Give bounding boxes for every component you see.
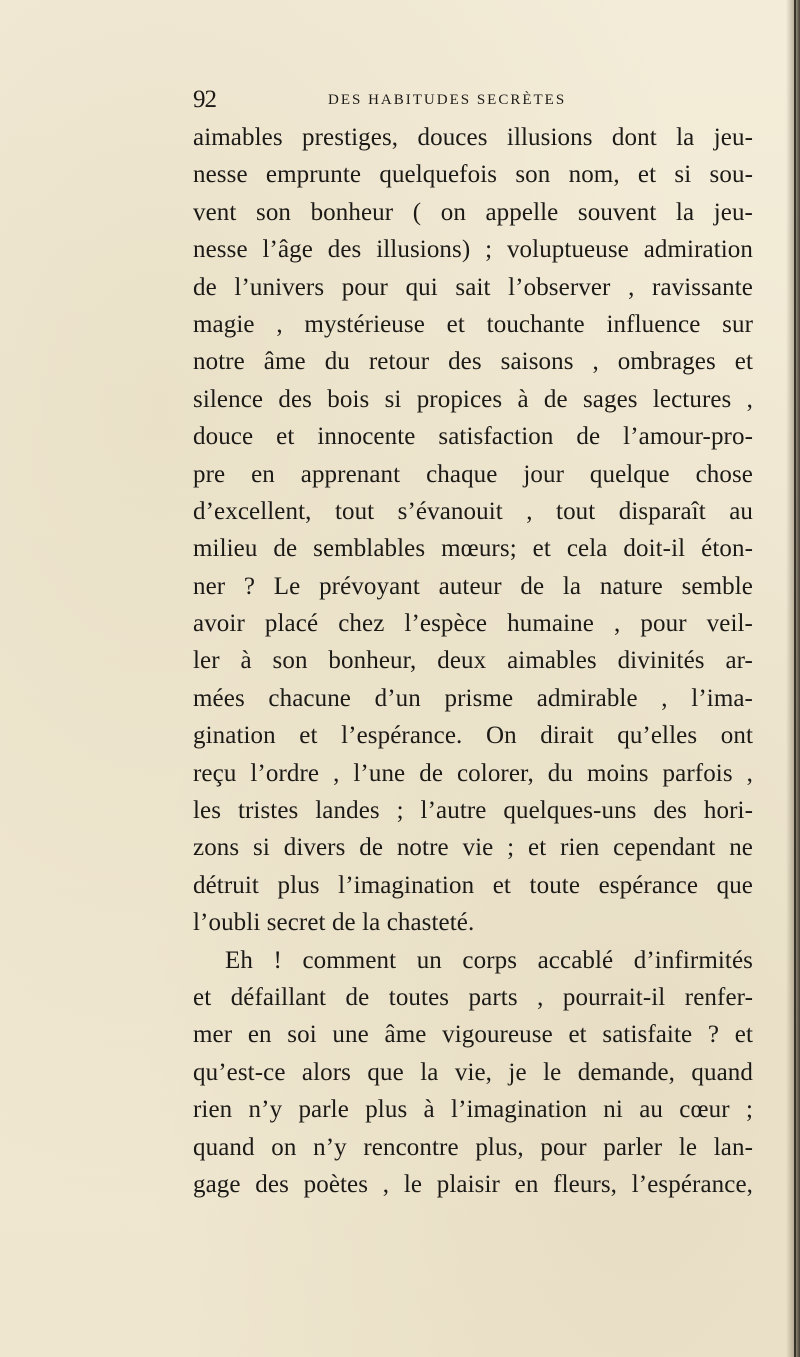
text-line: rien n’y parle plus à l’imagination ni au cœur ; xyxy=(193,1096,753,1124)
text-line: et défaillant de toutes parts , pourrait-il renfer- xyxy=(193,983,753,1011)
text-line: notre âme du retour des saisons , ombrages et xyxy=(193,348,753,376)
text-line: de l’univers pour qui sait l’observer , ravissante xyxy=(193,273,753,301)
text-line: reçu l’ordre , l’une de colorer, du moins parfois , xyxy=(193,759,753,787)
text-line: zons si divers de notre vie ; et rien cependant ne xyxy=(193,834,753,862)
text-line: avoir placé chez l’espèce humaine , pour veil- xyxy=(193,610,753,638)
paragraph-end-line: l’oubli secret de la chasteté. xyxy=(193,909,475,937)
text-line: mer en soi une âme vigoureuse et satisfaite ? et xyxy=(193,1021,753,1049)
text-line: qu’est-ce alors que la vie, je le demande, quand xyxy=(193,1058,753,1086)
text-line: gination et l’espérance. On dirait qu’elles ont xyxy=(193,722,753,750)
text-line: détruit plus l’imagination et toute espérance que xyxy=(193,871,753,899)
paragraph-start-line: Eh ! comment un corps accablé d’infirmités xyxy=(225,946,753,974)
text-line: milieu de semblables mœurs; et cela doit-il éton- xyxy=(193,535,753,563)
text-line: pre en apprenant chaque jour quelque chose xyxy=(193,460,753,488)
page-edge-line xyxy=(794,0,796,1357)
text-line: nesse l’âge des illusions) ; voluptueuse admiration xyxy=(193,236,753,264)
text-line: ler à son bonheur, deux aimables divinités ar- xyxy=(193,647,753,675)
page-header xyxy=(193,86,753,114)
page-edge-shadow xyxy=(786,0,800,1357)
text-line: vent son bonheur ( on appelle souvent la jeu- xyxy=(193,198,753,226)
running-head: DES HABITUDES SECRÈTES xyxy=(328,92,567,108)
text-line: gage des poètes , le plaisir en fleurs, l’espérance, xyxy=(193,1170,753,1198)
page-number: 92 xyxy=(193,86,216,113)
text-line: quand on n’y rencontre plus, pour parler le lan- xyxy=(193,1133,753,1161)
page-body-text xyxy=(193,119,753,1203)
text-line: ner ? Le prévoyant auteur de la nature semble xyxy=(193,572,753,600)
text-line: mées chacune d’un prisme admirable , l’ima- xyxy=(193,684,753,712)
text-line: aimables prestiges, douces illusions dont la jeu- xyxy=(193,124,753,151)
text-line: silence des bois si propices à de sages lectures , xyxy=(193,385,753,413)
text-line: nesse emprunte quelquefois son nom, et si sou- xyxy=(193,161,753,189)
text-line: douce et innocente satisfaction de l’amour-pro- xyxy=(193,423,753,451)
text-line: d’excellent, tout s’évanouit , tout disparaît au xyxy=(193,497,753,525)
text-line: les tristes landes ; l’autre quelques-uns des hori- xyxy=(193,797,753,825)
text-line: magie , mystérieuse et touchante influence sur xyxy=(193,310,753,338)
